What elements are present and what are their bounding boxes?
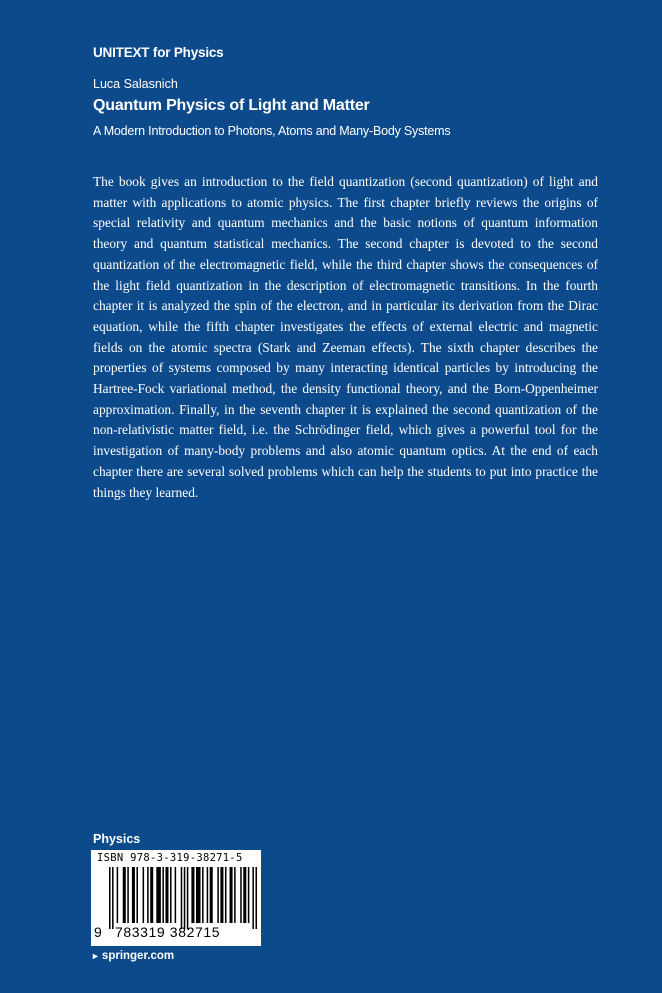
subject-label: Physics	[93, 832, 141, 846]
barcode-bar	[220, 867, 223, 923]
barcode-bar	[109, 867, 111, 929]
barcode-bar	[184, 867, 186, 929]
barcode-bar	[165, 867, 168, 923]
book-description: The book gives an introduction to the field quantization (second quantization) of light and matter with applications to atomic physics. The first chapter briefly reviews the origins of special relativity and quantum mechanics and the basic notions of quantum information theory and quantum statistical mechanics. The second chapter is devoted to the second quantization of the electromagnetic field, while the third chapter shows the consequences of the light field quantization in the description of electromagnetic transitions. In the fourth chapter it is analyzed the spin of the electron, and in particular its derivation from the Dirac equation, while the fifth chapter investigates the effects of external electric and magnetic fields on the atomic spectra (Stark and Zeeman effects). The sixth chapter describes the properties of systems composed by many interacting identical particles by introducing the Hartree-Fock variational method, the density functional theory, and the Born-Oppenheimer approximation. Finally, in the seventh chapter it is explained the second quantization of the non-relativistic matter field, i.e. the Schrödinger field, which gives a powerful tool for the investigation of many-body problems and also atomic quantum optics. At the end of each chapter there are several solved problems which can help the students to put into practice the things they learned.	[93, 174, 598, 500]
barcode-bar	[123, 867, 126, 923]
barcode-bar	[187, 867, 189, 929]
barcode-bars	[109, 867, 257, 929]
barcode-bar	[207, 867, 209, 923]
barcode-bar	[117, 867, 119, 923]
barcode-bar	[132, 867, 135, 923]
barcode-bar	[127, 867, 129, 923]
barcode-bar	[255, 867, 257, 929]
barcode-bar	[210, 867, 213, 923]
barcode-bar	[170, 867, 172, 923]
barcode-bar	[243, 867, 246, 923]
author-name: Luca Salasnich	[93, 77, 178, 91]
barcode-bar	[191, 867, 194, 923]
arrow-icon: ►	[91, 951, 100, 961]
book-title: Quantum Physics of Light and Matter	[93, 97, 370, 114]
book-subtitle: A Modern Introduction to Photons, Atoms and Many-Body Systems	[93, 124, 451, 138]
barcode-bar	[248, 867, 250, 923]
series-name: UNITEXT for Physics	[93, 45, 224, 60]
barcode-bar	[225, 867, 227, 923]
barcode-bar	[175, 867, 177, 923]
barcode-bar	[150, 867, 153, 923]
barcode-bar	[112, 867, 114, 929]
barcode-bar	[202, 867, 204, 923]
barcode-bar	[230, 867, 233, 923]
publisher-url: springer.com	[101, 950, 175, 962]
barcode-bar	[181, 867, 183, 929]
barcode-bar	[143, 867, 145, 923]
isbn-barcode	[91, 850, 261, 946]
barcode-bar	[162, 867, 164, 923]
ean-digits: 783319 382715	[115, 924, 221, 940]
barcode-bar	[252, 867, 254, 929]
barcode-bar	[234, 867, 236, 923]
barcode-bar	[156, 867, 161, 923]
barcode-bar	[147, 867, 149, 923]
publisher-link[interactable]	[91, 950, 174, 962]
isbn-number: ISBN 978-3-319-38271-5	[97, 852, 243, 864]
barcode-bar	[196, 867, 201, 923]
barcode-bar	[240, 867, 242, 923]
barcode-bar	[136, 867, 138, 923]
barcode-bar	[217, 867, 219, 923]
ean-first-digit: 9	[94, 924, 102, 940]
